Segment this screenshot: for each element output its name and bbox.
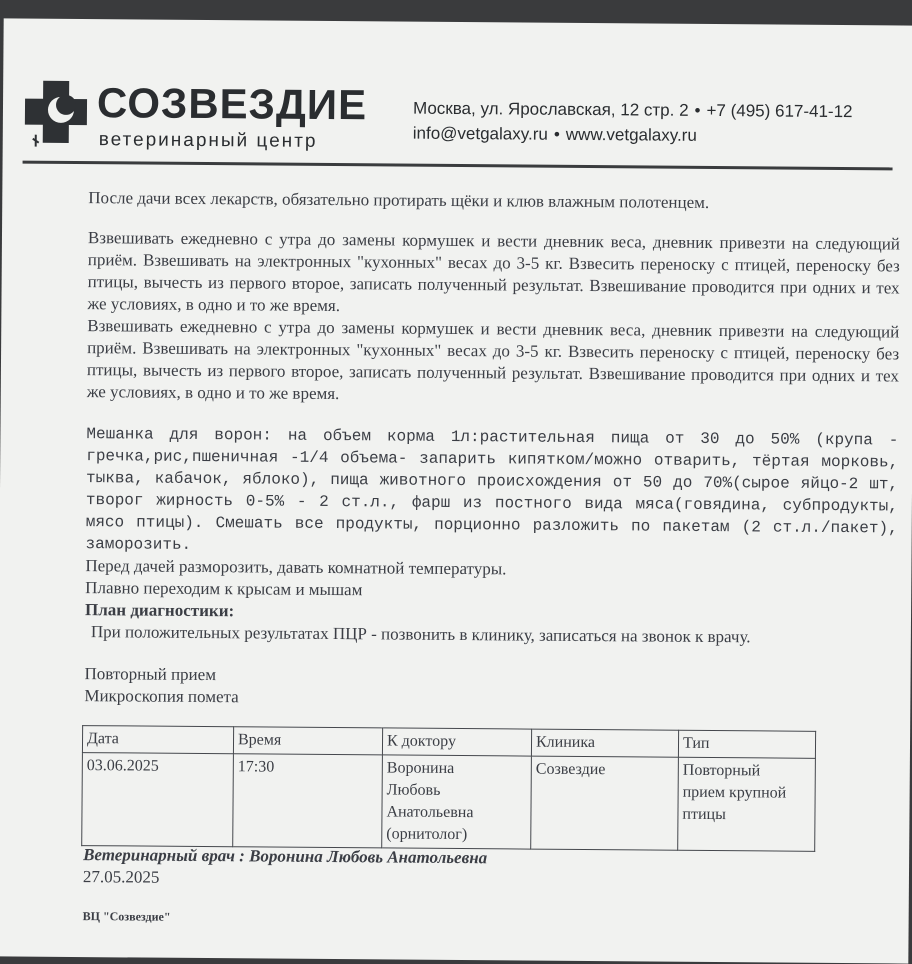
brand-tagline: ветеринарный центр [98, 129, 318, 152]
doctor-line: Воронина [386, 759, 455, 777]
cell-date: 03.06.2025 [82, 753, 234, 847]
type-line: Повторный [682, 761, 761, 780]
diagnostics-heading: План диагностики: [84, 600, 235, 621]
brand-name: СОЗВЕЗДИЕ [96, 79, 368, 129]
column-header-date: Дата [82, 726, 233, 754]
cell-time: 17:30 [233, 754, 383, 848]
recommendations [84, 187, 900, 713]
cell-clinic: Созвездие [531, 756, 679, 850]
cell-doctor [382, 755, 532, 849]
thaw-text: Перед дачей разморозить, давать комнатной температуры. [85, 556, 507, 579]
contact-line-2 [413, 121, 897, 150]
footer-clinic-name: ВЦ "Созвездие" [82, 909, 171, 924]
doctor-line: Анатольевна [386, 803, 474, 822]
document-sheet [0, 18, 912, 963]
weighing-text-2: Взвешивать ежедневно с утра до замены кормушек и вести дневник веса, дневник привезти на следующий приём. Взвешивать на электронных "кухонных" весах до 3-5 кг. Взвесить переноску с птицей, переноску без птицы, вычесть из первого второе, записать полученный результат. Взвешивание проводится при одних и тех же условиях, в одно и то же время. [86, 316, 900, 404]
type-line: прием крупной [682, 783, 787, 802]
website: www.vetgalaxy.ru [565, 124, 697, 145]
letterhead [17, 67, 898, 174]
doctor-line: Любовь [386, 781, 441, 799]
table-row [82, 753, 816, 852]
appointment-table [81, 725, 816, 852]
cell-type [678, 757, 816, 851]
column-header-clinic: Клиника [531, 729, 678, 757]
type-line: птицы [682, 805, 726, 824]
microscopy-label: Микроскопия помета [84, 686, 239, 707]
transition-text: Плавно переходим к крысам и мышам [85, 578, 363, 600]
column-header-doctor: К доктору [382, 728, 531, 756]
repeat-visit-label: Повторный прием [84, 664, 217, 685]
signature-doctor: Ветеринарный врач : Воронина Любовь Анатольевна [83, 845, 488, 868]
contact-line-1 [413, 96, 897, 125]
column-header-type: Тип [678, 730, 815, 758]
weighing-text-1: Взвешивать ежедневно с утра до замены кормушек и вести дневник веса, дневник привезти на следующий приём. Взвешивать на электронных "кухонных" весах до 3-5 кг. Взвесить переноску с птицей, переноску без птицы, вычесть из первого второе, записать полученный результат. Взвешивание проводится при одних и тех же условиях, в одно и то же время. [87, 228, 901, 316]
contact-block [413, 96, 897, 150]
address: Москва, ул. Ярославская, 12 стр. 2 [412, 98, 689, 120]
clinic-logo-icon [21, 77, 92, 148]
email: info@vetgalaxy.ru [412, 123, 548, 144]
phone: +7 (495) 617-41-12 [706, 100, 853, 122]
feed-mix-text: Мешанка для ворон: на объем корма 1л:растительная пища от 30 до 50% (крупа - гречка,рис,пшеничная -1/4 объема- запарить кипятком/можно отварить, тёртая морковь, тыква, кабачок, яблоко), пища животного происхождения от 50 до 70%(сырое яйцо-2 шт, творог жирность 0-5% - 2 ст.л., фарш из постного вида мяса(говядина, субпродукты, мясо птицы). Смешать все продукты, порционно разложить по пакетам (2 ст.л./пакет), заморозить. [85, 425, 899, 554]
diagnostics-text: При положительных результатах ПЦР - позвонить в клинику, записаться на звонок к врачу. [90, 622, 751, 647]
signature-date: 27.05.2025 [82, 867, 160, 887]
separator-dot: • [694, 100, 701, 120]
doctor-line: (орнитолог) [386, 825, 468, 844]
column-header-time: Время [233, 727, 382, 755]
separator-dot: • [553, 124, 560, 144]
after-medication-text: После дачи всех лекарств, обязательно протирать щёки и клюв влажным полотенцем. [88, 188, 710, 212]
